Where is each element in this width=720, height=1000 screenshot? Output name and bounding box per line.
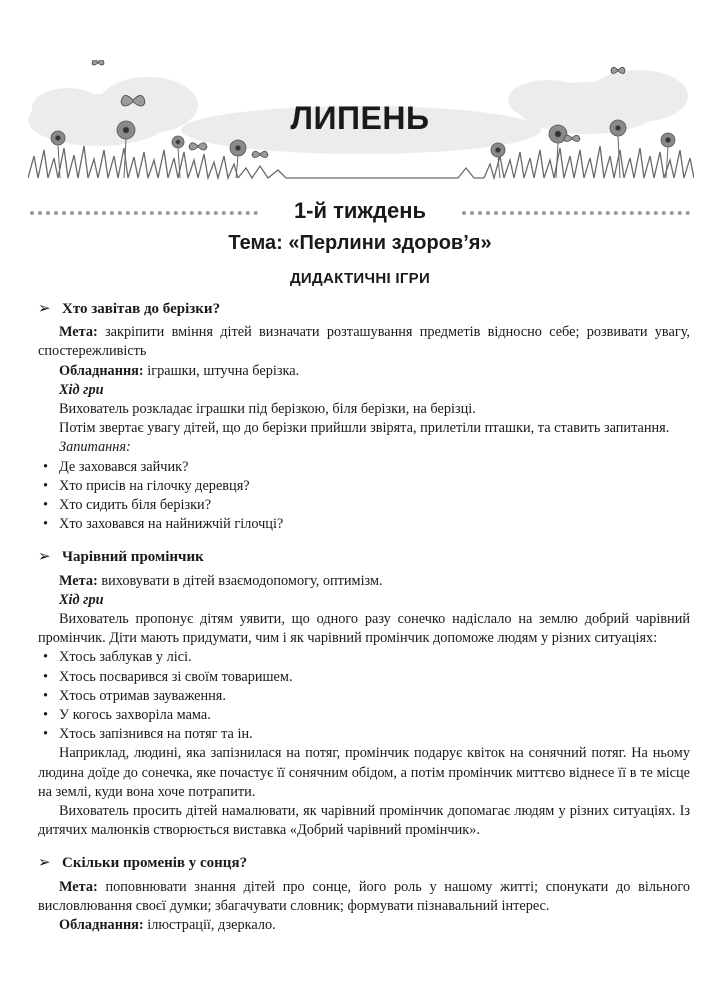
list-item: • У когось захворіла мама. [38,706,690,725]
paragraph: Вихователь розкладає іграшки під берізкою, біля берізки, на берізці. [59,401,476,418]
arrow-icon: ➢ [38,549,51,566]
equipment-paragraph: Обладнання: ілюстрації, дзеркало. [59,917,276,934]
game-block [38,548,690,840]
list-item: • Хтось заблукав у лісі. [38,648,690,667]
list-item: • Хто сидить біля берізки? [38,496,690,515]
month-title: ЛИПЕНЬ [290,100,430,136]
paragraph: Вихователь просить дітей намалювати, як чарівний промінчик допомагає людям у різних ситуаціях. Із дитячих малюнків створюється виставка «Добрий чарівний промінчик». [38,803,690,839]
questions-heading: Запитання: [59,439,131,456]
goal-paragraph: Мета: закріпити вміння дітей визначати розташування предметів відносно себе; розвивати увагу, спостережливість [38,324,690,360]
bullet-icon: • [43,649,49,666]
week-header [30,198,690,224]
game-block [38,300,690,534]
section-title: ДИДАКТИЧНІ ІГРИ [289,270,431,287]
list-item: • Хто присів на гілочку деревця? [38,477,690,496]
week-title: 1-й тиждень [293,198,427,223]
game-block [38,854,690,935]
document-body [38,300,690,935]
equipment-paragraph: Обладнання: іграшки, штучна берізка. [59,362,300,379]
list-item: • Хтось посварився зі своїм товаришем. [38,668,690,687]
arrow-icon: ➢ [38,301,51,317]
course-heading: Хід гри [59,591,104,608]
list-item: • Хто заховався на найнижчій гілочці? [38,515,690,534]
bullet-icon: • [43,497,49,514]
goal-paragraph: Мета: виховувати в дітей взаємодопомогу, оптимізм. [59,572,383,589]
game-title: ➢ Хто завітав до берізки? [38,300,690,319]
goal-paragraph: Мета: поповнювати знання дітей про сонце, його роль у нашому житті; спонукати до вільного висловлювання своєї думки; збагачувати словник; формувати пізнавальний інтерес. [38,878,690,914]
theme-title: Тема: «Перлини здоров’я» [228,232,492,254]
list-item: • Де заховався зайчик? [38,458,690,477]
bullet-icon: • [43,516,49,533]
bullet-icon: • [43,687,49,704]
game-title: ➢ Чарівний промінчик [38,548,690,567]
game-title: ➢ Скільки променів у сонця? [38,854,690,873]
bullet-icon: • [43,477,49,494]
paragraph: Потім звертає увагу дітей, що до берізки прийшли звірята, прилетіли пташки, та ставить запитання. [59,420,670,437]
arrow-icon: ➢ [38,855,51,872]
question-list [38,458,690,535]
paragraph: Наприклад, людині, яка запізнилася на потяг, промінчик подарує квіток на сонячний потяг. На ньому людина доїде до сонечка, яке почастує її сонячним обідом, а потім промінчик миттєво віднесе її в те місце на землі, куди вона хоче потрапити. [38,745,690,800]
bullet-icon: • [43,707,49,724]
list-item: • Хтось отримав зауваження. [38,687,690,706]
bullet-icon: • [43,726,49,743]
situation-list [38,648,690,744]
bullet-icon: • [43,668,49,685]
course-heading: Хід гри [59,381,104,398]
dotted-rule-right [462,211,690,219]
bullet-icon: • [43,458,49,475]
list-item: • Хтось запізнився на потяг та ін. [38,725,690,744]
paragraph: Вихователь пропонує дітям уявити, що одного разу сонечко надіслало на землю добрий чарівний промінчик. Діти мають придумати, чим і як чарівний промінчик допоможе людям у різних ситуаціях: [38,611,690,647]
